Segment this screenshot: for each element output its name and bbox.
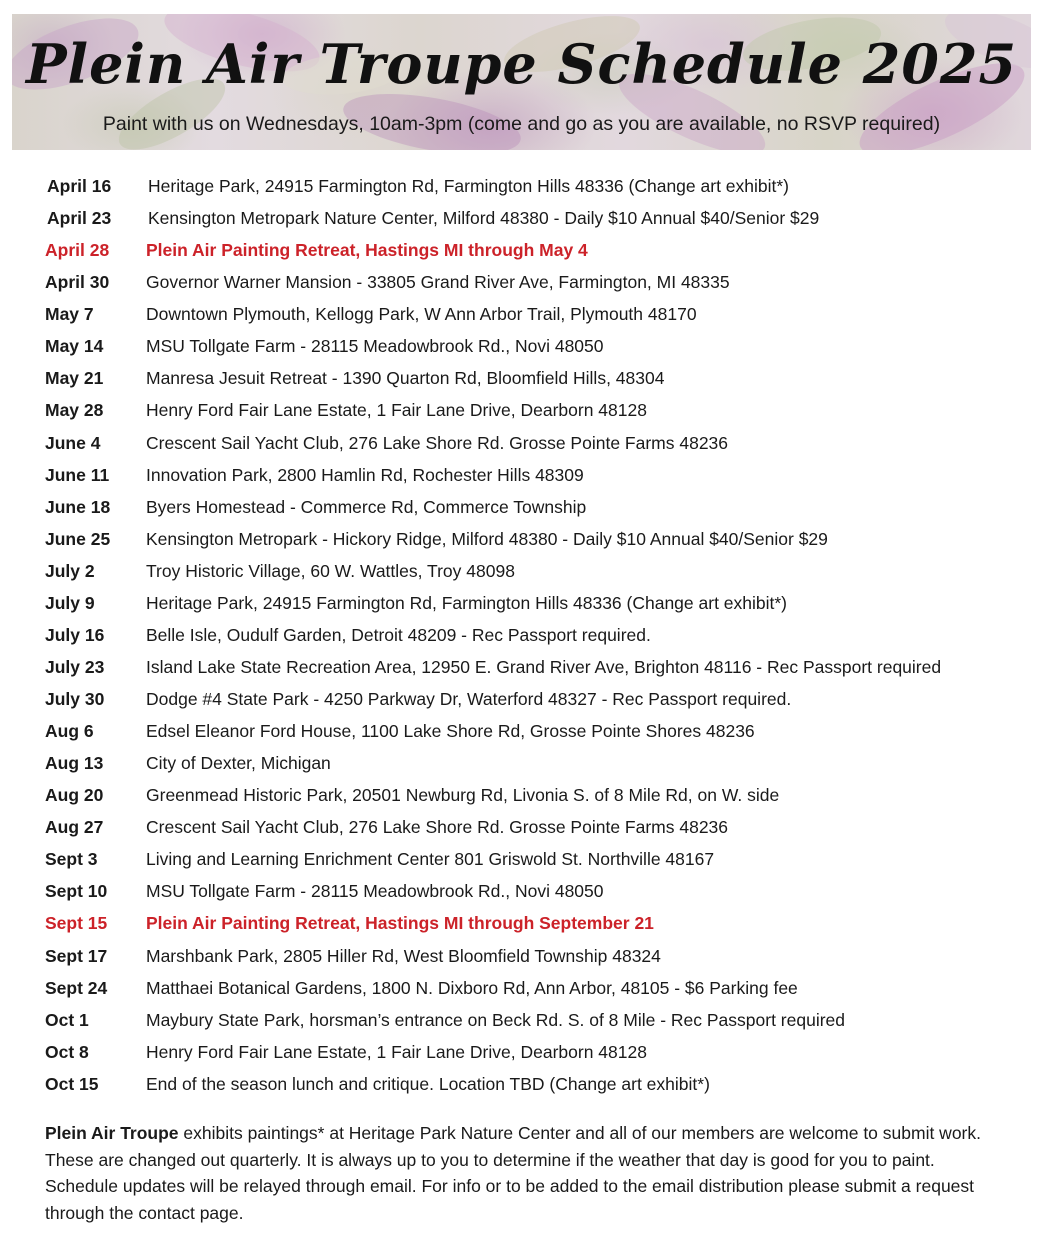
schedule-row bbox=[45, 1036, 1035, 1068]
schedule-row bbox=[45, 202, 1035, 234]
schedule-date: May 7 bbox=[45, 304, 94, 325]
schedule-location: Crescent Sail Yacht Club, 276 Lake Shore Rd. Grosse Pointe Farms 48236 bbox=[146, 817, 729, 838]
schedule-row bbox=[45, 266, 1035, 298]
schedule-location: Maybury State Park, horsman’s entrance on Beck Rd. S. of 8 Mile - Rec Passport required bbox=[146, 1009, 846, 1030]
schedule-location: End of the season lunch and critique. Location TBD (Change art exhibit*) bbox=[146, 1073, 710, 1094]
schedule-location: Byers Homestead - Commerce Rd, Commerce Township bbox=[146, 496, 587, 517]
schedule-date: Sept 15 bbox=[45, 913, 108, 934]
footer-text: exhibits paintings* at Heritage Park Nature Center and all of our members are welcome to submit work. These are changed out quarterly. It is always up to you to determine if the weather that day is good for you to paint. Schedule updates will be relayed through email. For info or to be added to the email distribution please submit a request through the contact page. bbox=[45, 1123, 981, 1223]
schedule-location: MSU Tollgate Farm - 28115 Meadowbrook Rd., Novi 48050 bbox=[146, 336, 604, 357]
schedule-location: Edsel Eleanor Ford House, 1100 Lake Shore Rd, Grosse Pointe Shores 48236 bbox=[146, 721, 755, 742]
schedule-date: May 28 bbox=[45, 400, 104, 421]
schedule-row bbox=[45, 779, 1035, 811]
schedule-date: Aug 13 bbox=[45, 753, 104, 774]
schedule-row bbox=[45, 619, 1035, 651]
header-banner bbox=[12, 14, 1031, 150]
schedule-location: Heritage Park, 24915 Farmington Rd, Farmington Hills 48336 (Change art exhibit*) bbox=[146, 592, 788, 613]
page-title: Plein Air Troupe Schedule 2025 bbox=[25, 32, 1018, 96]
schedule-location: Plein Air Painting Retreat, Hastings MI through September 21 bbox=[146, 913, 654, 934]
schedule-date: Sept 10 bbox=[45, 881, 108, 902]
schedule-location: Heritage Park, 24915 Farmington Rd, Farmington Hills 48336 (Change art exhibit*) bbox=[148, 176, 790, 196]
schedule-date: June 25 bbox=[45, 528, 111, 549]
schedule-row bbox=[45, 330, 1035, 362]
schedule-location: Living and Learning Enrichment Center 801 Griswold St. Northville 48167 bbox=[146, 849, 715, 870]
schedule-date: July 23 bbox=[45, 656, 105, 677]
schedule-location: Matthaei Botanical Gardens, 1800 N. Dixboro Rd, Ann Arbor, 48105 - $6 Parking fee bbox=[146, 977, 798, 998]
schedule-location: Governor Warner Mansion - 33805 Grand River Ave, Farmington, MI 48335 bbox=[146, 272, 730, 293]
schedule-location: Island Lake State Recreation Area, 12950 E. Grand River Ave, Brighton 48116 - Rec Passport required bbox=[146, 656, 942, 677]
schedule-location: Kensington Metropark - Hickory Ridge, Milford 48380 - Daily $10 Annual $40/Senior $29 bbox=[146, 528, 828, 549]
schedule-location: Belle Isle, Oudulf Garden, Detroit 48209 - Rec Passport required. bbox=[146, 624, 651, 645]
schedule-location: Plein Air Painting Retreat, Hastings MI through May 4 bbox=[146, 240, 588, 261]
schedule-row bbox=[45, 843, 1035, 875]
schedule-date: Aug 27 bbox=[45, 817, 104, 838]
schedule-row bbox=[45, 651, 1035, 683]
schedule-row bbox=[45, 459, 1035, 491]
schedule-date: July 30 bbox=[45, 689, 105, 709]
schedule-row bbox=[45, 972, 1035, 1004]
schedule-date: Sept 24 bbox=[45, 977, 108, 998]
schedule-row bbox=[45, 1004, 1035, 1036]
schedule-row bbox=[45, 555, 1035, 587]
schedule-location: Downtown Plymouth, Kellogg Park, W Ann Arbor Trail, Plymouth 48170 bbox=[146, 304, 697, 325]
schedule-date: Aug 20 bbox=[45, 785, 104, 806]
schedule-list bbox=[45, 170, 1035, 1100]
schedule-row bbox=[45, 491, 1035, 523]
schedule-date: July 2 bbox=[45, 560, 95, 581]
schedule-date: Sept 3 bbox=[45, 849, 98, 870]
schedule-date: Oct 15 bbox=[45, 1073, 99, 1094]
schedule-location: Greenmead Historic Park, 20501 Newburg Rd, Livonia S. of 8 Mile Rd, on W. side bbox=[146, 785, 780, 806]
schedule-row bbox=[45, 875, 1035, 907]
schedule-location: City of Dexter, Michigan bbox=[146, 753, 331, 774]
schedule-row bbox=[45, 394, 1035, 426]
schedule-row bbox=[45, 362, 1035, 394]
schedule-location: MSU Tollgate Farm - 28115 Meadowbrook Rd., Novi 48050 bbox=[146, 881, 604, 902]
schedule-row bbox=[45, 811, 1035, 843]
schedule-date: April 30 bbox=[45, 272, 110, 293]
schedule-location: Henry Ford Fair Lane Estate, 1 Fair Lane Drive, Dearborn 48128 bbox=[146, 400, 647, 421]
schedule-date: Aug 6 bbox=[45, 721, 94, 742]
schedule-location: Dodge #4 State Park - 4250 Parkway Dr, Waterford 48327 - Rec Passport required. bbox=[146, 689, 792, 709]
schedule-date: July 9 bbox=[45, 592, 95, 613]
schedule-row bbox=[45, 523, 1035, 555]
schedule-row bbox=[45, 1068, 1035, 1100]
schedule-row-highlight bbox=[45, 907, 1035, 939]
schedule-date: Oct 1 bbox=[45, 1009, 89, 1030]
schedule-date: July 16 bbox=[45, 624, 105, 645]
schedule-row bbox=[45, 940, 1035, 972]
schedule-row bbox=[45, 683, 1035, 715]
schedule-location: Crescent Sail Yacht Club, 276 Lake Shore Rd. Grosse Pointe Farms 48236 bbox=[146, 432, 729, 453]
schedule-location: Kensington Metropark Nature Center, Milford 48380 - Daily $10 Annual $40/Senior $29 bbox=[148, 208, 820, 229]
schedule-date: June 18 bbox=[45, 496, 111, 517]
schedule-row bbox=[45, 298, 1035, 330]
schedule-date: April 16 bbox=[47, 176, 112, 196]
schedule-row-highlight bbox=[45, 234, 1035, 266]
schedule-location: Manresa Jesuit Retreat - 1390 Quarton Rd, Bloomfield Hills, 48304 bbox=[146, 368, 665, 389]
schedule-date: June 11 bbox=[45, 464, 110, 485]
schedule-row bbox=[45, 427, 1035, 459]
schedule-location: Marshbank Park, 2805 Hiller Rd, West Bloomfield Township 48324 bbox=[146, 945, 661, 966]
page-subtitle: Paint with us on Wednesdays, 10am-3pm (come and go as you are available, no RSVP required) bbox=[102, 113, 941, 135]
schedule-date: April 23 bbox=[47, 208, 112, 229]
schedule-location: Troy Historic Village, 60 W. Wattles, Troy 48098 bbox=[146, 560, 515, 581]
schedule-row bbox=[45, 715, 1035, 747]
schedule-date: April 28 bbox=[45, 240, 110, 261]
schedule-date: June 4 bbox=[45, 432, 101, 453]
footer-brand: Plein Air Troupe bbox=[45, 1123, 179, 1143]
schedule-date: May 21 bbox=[45, 368, 104, 389]
schedule-date: Oct 8 bbox=[45, 1041, 89, 1062]
schedule-location: Henry Ford Fair Lane Estate, 1 Fair Lane Drive, Dearborn 48128 bbox=[146, 1041, 647, 1062]
schedule-date: May 14 bbox=[45, 336, 104, 357]
footer-note bbox=[45, 1120, 1010, 1226]
schedule-row bbox=[45, 170, 1035, 202]
schedule-row bbox=[45, 587, 1035, 619]
schedule-row bbox=[45, 747, 1035, 779]
schedule-date: Sept 17 bbox=[45, 945, 108, 966]
schedule-location: Innovation Park, 2800 Hamlin Rd, Rochester Hills 48309 bbox=[146, 464, 584, 485]
